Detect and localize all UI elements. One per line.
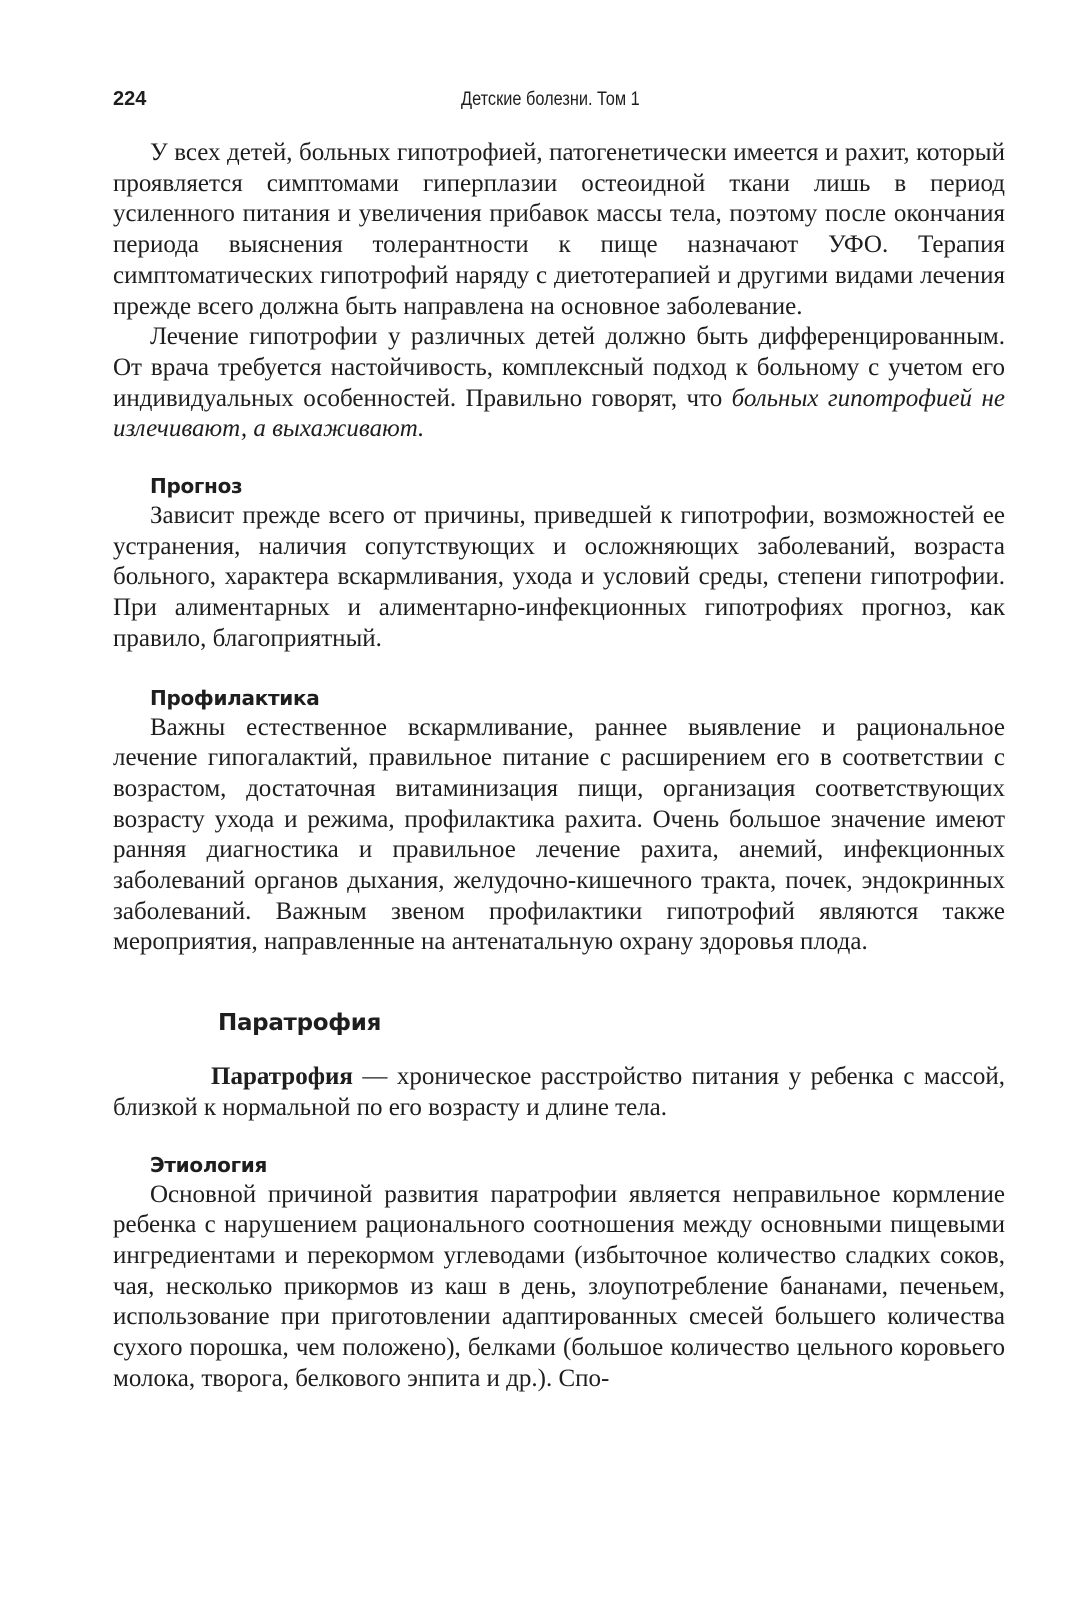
definition-text: — хроническое расстройство питания у ребенка с массой, близкой к нормальной по его возрасту и длине тела. bbox=[113, 1063, 1005, 1121]
paragraph-prevention: Важны естественное вскармливание, раннее выявление и рациональное лечение гипогалактий, правильное питание с расширением его в соответствии с возрастом, достаточная витаминизация пищи, организация соответствующих возрасту ухода и режима, профилактика рахита. Очень большое значение имеют ранняя диагностика и правильное лечение рахита, анемий, инфекционных заболеваний органов дыхания, желудочно-кишечного тракта, почек, эндокринных заболеваний. Важным звеном профилактики гипотрофий являются также мероприятия, направленные на антенатальную охрану здоровья плода. bbox=[113, 713, 1005, 956]
paragraph-intro-2 bbox=[113, 322, 1005, 445]
paragraph-etiology: Основной причиной развития паратрофии является неправильное кормление ребенка с нарушением рационального соотношения между основными пищевыми ингредиентами и перекормом углеводами (избыточное количество сладких соков, чая, несколько прикормов из каш в день, злоупотребление бананами, печеньем, использование при приготовлении адаптированных смесей большего количества сухого порошка, чем положено), белками (большое количество цельного коровьего молока, творога, белкового энпита и др.). Спо- bbox=[113, 1180, 1005, 1392]
paragraph-intro-2-text: Лечение гипотрофии у различных детей должно быть дифференцированным. От врача требуется настойчивость, комплексный подход к больному с учетом его индивидуальных особенностей. Правильно говорят, что bbox=[113, 323, 1005, 412]
page-header bbox=[113, 88, 1005, 120]
heading-prevention: Профилактика bbox=[150, 685, 320, 710]
heading-paratrophy: Паратрофия bbox=[218, 1010, 382, 1037]
paragraph-intro-1: У всех детей, больных гипотрофией, патогенетически имеется и рахит, который проявляется симптомами гиперплазии остеоидной ткани лишь в период усиленного питания и увеличения прибавок массы тела, поэтому после окончания периода выяснения толерантности к пище назначают УФО. Терапия симптоматических гипотрофий наряду с диетотерапией и другими видами лечения прежде всего должна быть направлена на основное заболевание. bbox=[113, 139, 1005, 320]
paragraph-prognosis: Зависит прежде всего от причины, приведшей к гипотрофии, возможностей ее устранения, наличия сопутствующих и осложняющих заболеваний, возраста больного, характера вскармливания, ухода и условий среды, степени гипотрофии. При алиментарных и алиментарно-инфекционных гипотрофиях прогноз, как правило, благоприятный. bbox=[113, 502, 1005, 652]
heading-etiology: Этиология bbox=[150, 1152, 268, 1177]
paragraph-paratrophy-definition bbox=[113, 1062, 1005, 1123]
page-number: 224 bbox=[113, 88, 147, 110]
heading-prognosis: Прогноз bbox=[150, 474, 243, 499]
paragraph-intro-2-italic: больных гипотрофией не излечивают, а выхаживают. bbox=[113, 384, 1005, 443]
page-content bbox=[113, 138, 1005, 1395]
running-title: Детские болезни. Том 1 bbox=[461, 89, 640, 110]
definition-term: Паратрофия bbox=[211, 1063, 353, 1091]
